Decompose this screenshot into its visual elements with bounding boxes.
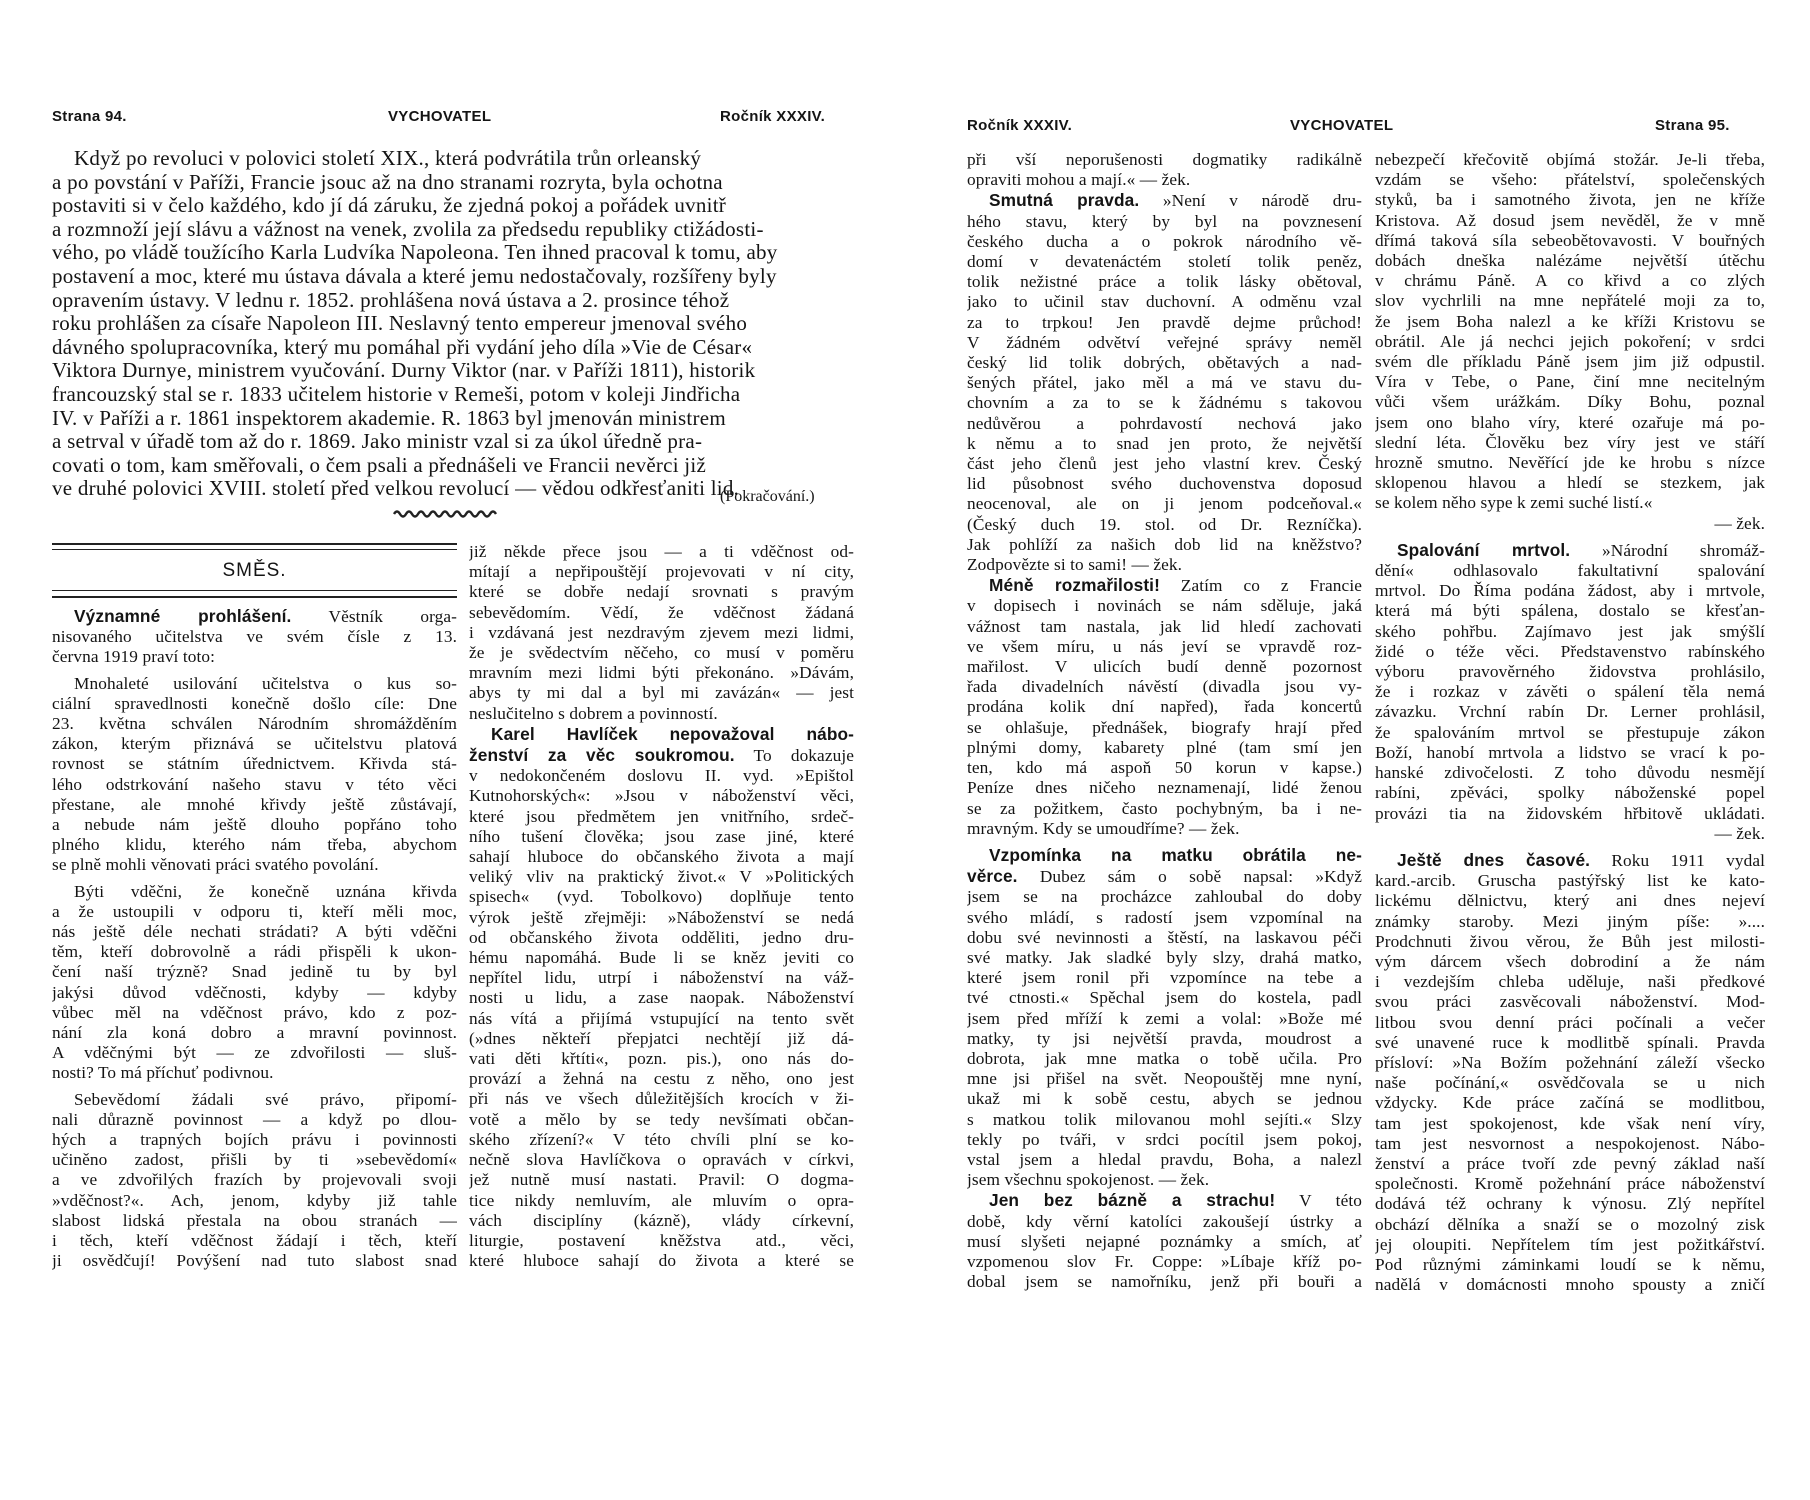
text-line: hého stavu, který by byl na povznesení bbox=[967, 211, 1362, 231]
text-line: slov vychrlili na mne nepřátelé moji za to, bbox=[1375, 291, 1765, 311]
text-line: Ještě dnes časové. Roku 1911 vydal bbox=[1397, 849, 1765, 870]
text-line: známky staroby. Mezi jiným píše: ».... bbox=[1375, 911, 1765, 931]
text-line: hanské zdivočelosti. Z toho důvodu nesmějí bbox=[1375, 763, 1765, 783]
text-line: mítají a nepřipouštějí projevovati v ní city, bbox=[469, 562, 854, 582]
text-line: ského pohřbu. Zajímavo jest jak smýšlí bbox=[1375, 621, 1765, 641]
text-line: židé o téže věci. Představenstvo rabínského bbox=[1375, 641, 1765, 661]
text-line: plnými domy, kabarety plné (tam smí jen bbox=[967, 737, 1362, 757]
text-line: v chrámu Páně. A co křivd a co zlých bbox=[1375, 271, 1765, 291]
column-3 bbox=[967, 150, 1362, 1292]
section-title: SMĚS. bbox=[222, 560, 287, 581]
text-line: ského zřízení?« V této chvíli plní se ko- bbox=[469, 1129, 854, 1149]
text-line: Jen bez bázně a strachu! V této bbox=[989, 1190, 1362, 1211]
text-line: jež nutně musí nastati. Pravil: O dogma- bbox=[469, 1170, 854, 1190]
text-line: provázi tia na židovském hřbitově ukládati. bbox=[1375, 803, 1765, 823]
text-line: s matkou tolik milovanou mohl sejíti.« Slzy bbox=[967, 1109, 1362, 1129]
volume-left: Ročník XXXIV. bbox=[720, 108, 826, 125]
text-line: ten, kdo má aspoň 50 korun v kapse.) bbox=[967, 758, 1362, 778]
text-line: při vší neporušenosti dogmatiky radikálně bbox=[967, 150, 1362, 169]
text-line: vati děti křtíti«, pozn. pis.), ono nás do- bbox=[469, 1049, 854, 1069]
text-line: abys ty mi dal a byl mi zavázán« — jest bbox=[469, 683, 854, 703]
text-line: ciální spravedlnosti konečně došlo cíle: Dne bbox=[52, 693, 457, 713]
volume-right: Ročník XXXIV. bbox=[967, 117, 1073, 134]
text-line: postaviti si v čelo každého, kdo jí dá záruku, že zjedná pokoj a pořádek uvnitř bbox=[52, 194, 727, 218]
text-line: jsem všechnu spokojenost. — žek. bbox=[967, 1170, 1210, 1190]
text-line: hých a trapných bojích právu i povinnosti bbox=[52, 1130, 457, 1150]
text-line: se kolem něho sype k zemi suché listí.« bbox=[1375, 493, 1653, 513]
text-line: lého odstrkování našeho stavu v této věci bbox=[52, 774, 457, 794]
text-line: naše počínání,« osvědčovala se u nich bbox=[1375, 1073, 1765, 1093]
text-line: svého mládí, s radostí jsem vzpomínal na bbox=[967, 907, 1362, 927]
text-line: — žek. bbox=[1714, 513, 1765, 533]
text-line: přestane, ale mnohé křivdy ještě zůstávají, bbox=[52, 794, 457, 814]
text-line: Méně rozmařilosti! Zatím co z Francie bbox=[989, 575, 1362, 596]
text-line: Když po revoluci v polovici století XIX., která podvrátila trůn orleanský bbox=[74, 147, 702, 170]
text-line: postavení a moc, které mu ústava dávala a které jemu nedostačovaly, rozšířeny byly bbox=[52, 264, 777, 288]
text-line: veliký vliv na praktický život.« V »Politických bbox=[469, 867, 854, 887]
text-line: zákon, kterým přiznává se učitelstvu platová bbox=[52, 734, 457, 754]
text-line: ukaž mi k sobě cestu, abych se jednou bbox=[967, 1089, 1362, 1109]
text-line: dobal jsem se namořníku, jenž při bouři a bbox=[967, 1272, 1362, 1292]
text-line: Jak pohlíží za našich dob lid na kněžstvo? bbox=[967, 534, 1362, 554]
text-line: nisovaného učitelstva ve svém čísle z 13. bbox=[52, 627, 457, 647]
text-line: své matky. Jak sladké byly slzy, drahá matko, bbox=[967, 947, 1362, 967]
text-line: matky, ty jsi největší pravda, moudrost a bbox=[967, 1028, 1362, 1048]
text-line: ženství a práce tvoří zde pevný základ naší bbox=[1375, 1153, 1765, 1173]
text-line: lickému dělnictvu, který ani dnes nejeví bbox=[1375, 891, 1765, 911]
text-line: ženství za věc soukromou. To dokazuje bbox=[469, 745, 854, 766]
text-line: mrtvol. Do Říma podána žádost, aby i mrtvole, bbox=[1375, 581, 1765, 601]
text-line: i těch, kteří vděčnost žádají i těch, kteří bbox=[52, 1231, 457, 1251]
section-rule-top-thin bbox=[52, 549, 457, 550]
text-line: nali důrazně povinnost — a když po dlou- bbox=[52, 1109, 457, 1129]
text-line: Kutnohorských«: »Jsou v náboženství věci, bbox=[469, 786, 854, 806]
text-line: že spalováním mrtvol se přestupuje zákon bbox=[1375, 722, 1765, 742]
text-line: slabost lidská přestala na obou stranách — bbox=[52, 1210, 457, 1230]
text-line: chovním a za to se k žádnému s takovou bbox=[967, 393, 1362, 413]
text-line: tice nikdy nemluvím, ale mluvím o opra- bbox=[469, 1190, 854, 1210]
text-line: svou práci zasvěcovali náboženství. Mod- bbox=[1375, 992, 1765, 1012]
text-line: domí v devatenáctém století tolik peněz, bbox=[967, 252, 1362, 272]
text-line: rabíni, zpěváci, spolky náboženské popel bbox=[1375, 783, 1765, 803]
text-line: učiněno zadost, přišli by ti »sebevědomí« bbox=[52, 1150, 457, 1170]
text-line: český lid tolik dobrých, obětavých a nad- bbox=[967, 353, 1362, 373]
text-line: Vzpomínka na matku obrátila ne- bbox=[989, 844, 1362, 865]
text-line: vstal jsem a hledal pravdu, Boha, a nalezl bbox=[967, 1149, 1362, 1169]
text-line: Smutná pravda. »Není v národě dru- bbox=[989, 190, 1362, 211]
text-line: dávného spolupracovníka, který mu pomáhal při vydání jeho díla »Vie de César« bbox=[52, 335, 753, 359]
text-line: tekly po tváři, v srdci pocítil jsem pokoj, bbox=[967, 1129, 1362, 1149]
text-line: nás vítá a přijímá vstupující na tento svět bbox=[469, 1008, 854, 1028]
text-line: jsem ono blaho víry, které ozařuje má po- bbox=[1375, 412, 1765, 432]
text-line: neocenoval, ale on ji jenom podceňoval.« bbox=[967, 494, 1362, 514]
text-line: jej oloupiti. Nepřítelem tím jest požitkářství. bbox=[1375, 1234, 1765, 1254]
text-line: Pod různými záminkami loudí se k němu, bbox=[1375, 1254, 1765, 1274]
text-line: (Český duch 19. stol. od Dr. Rezníčka). bbox=[967, 514, 1362, 534]
text-line: covati o tom, kam směřovali, o čem psali a přednášeli ve Francii nevěrci již bbox=[52, 453, 707, 477]
text-line: lid působnost svého duchovenstva doposud bbox=[967, 474, 1362, 494]
text-line: a po povstání v Paříži, Francie jsouc až na dno stranami rozryta, byla ochotna bbox=[52, 170, 723, 194]
column-1 bbox=[52, 606, 457, 1272]
text-line: nepřítel lidu, utrpí i náboženství na váž- bbox=[469, 968, 854, 988]
text-line: ve druhé polovici XVIII. století před velkou revolucí — vědou odkřesťaniti lid. bbox=[52, 477, 740, 501]
text-line: Sebevědomí žádali své právo, připomí- bbox=[74, 1089, 457, 1109]
text-line: styků, ba i samotného života, jen ne kříže bbox=[1375, 190, 1765, 210]
text-line: vůči všem urážkám. Díky Bohu, poznal bbox=[1375, 392, 1765, 412]
text-line: liturgie, postavení kněžstva atd., věci, bbox=[469, 1230, 854, 1250]
main-article bbox=[52, 147, 852, 501]
text-line: Víra v Tebe, o Pane, činí mne necitelným bbox=[1375, 372, 1765, 392]
text-line: prodána kolik dní napřed), řada koncertů bbox=[967, 697, 1362, 717]
text-line: A vděčnými být — ze zdvořilosti — sluš- bbox=[52, 1043, 457, 1063]
text-line: hému napomáhá. Bude li se kněz jeviti co bbox=[469, 948, 854, 968]
text-line: IV. v Paříži a r. 1861 inspektorem akademie. R. 1863 byl jmenován ministrem bbox=[52, 406, 726, 430]
text-line: 23. května schválen Národním shromážděním bbox=[52, 714, 457, 734]
text-line: dění« odhlasovalo fakultativní spalování bbox=[1375, 561, 1765, 581]
text-line: Významné prohlášení. Věstník orga- bbox=[74, 606, 457, 626]
text-line: i vzdávaná jest nezdravým zjevem mezi lidmi, bbox=[469, 622, 854, 642]
text-line: dodává též ochrany k výnosu. Zlý nepřítel bbox=[1375, 1194, 1765, 1214]
text-line: vzpomenou slov Fr. Coppe: »Líbaje kříž po- bbox=[967, 1251, 1362, 1271]
text-line: závazku. Vrchní rabín Dr. Lerner prohlásil, bbox=[1375, 702, 1765, 722]
text-line: se plně mohli věnovati práci svatého povolání. bbox=[52, 855, 379, 875]
text-line: a rozmnoží její slávu a vážnost na venek, zvolila za předsedu republiky ctižádosti- bbox=[52, 217, 764, 241]
section-rule-bottom-thin bbox=[52, 590, 457, 591]
text-line: obrátil. Ale já nechci jejich pokoření; v srdci bbox=[1375, 331, 1765, 351]
text-line: Kristova. Až dosud jsem nevěděl, že v mně bbox=[1375, 210, 1765, 230]
text-line: která má býti spálena, dostalo se křesťan- bbox=[1375, 601, 1765, 621]
text-line: mne jsi přišel na svět. Neopouštěj mne nyní, bbox=[967, 1069, 1362, 1089]
text-line: Boží, hanobí mrtvola a lidstvo se vrací k po- bbox=[1375, 742, 1765, 762]
running-title-left: VYCHOVATEL bbox=[388, 108, 492, 125]
text-line: že je svědectvím něčeho, co musí v poměru bbox=[469, 643, 854, 663]
text-line: v nedokončeném doslovu II. vyd. »Epištol bbox=[469, 766, 854, 786]
text-line: nedůvěrou a pohrdavostí nechová jako bbox=[967, 413, 1362, 433]
text-line: že i rozkaz v závěti o spálení těla nemá bbox=[1375, 682, 1765, 702]
text-line: musí slyšeti nejapné poznámky a smích, ať bbox=[967, 1231, 1362, 1251]
text-line: mravným. Kdy se umoudříme? — žek. bbox=[967, 818, 1240, 838]
text-line: dobrota, jak mne matka o tobě učila. Pro bbox=[967, 1048, 1362, 1068]
ornament-divider bbox=[392, 508, 500, 520]
text-line: Zodpovězte si to sami! — žek. bbox=[967, 555, 1183, 575]
text-line: výrok ještě zřejměji: »Náboženství se nedá bbox=[469, 907, 854, 927]
text-line: za to trpkou! Jen pravdě dejme průchod! bbox=[967, 312, 1362, 332]
text-line: hrozně smutno. Nevěřící jde ke hrobu s nízce bbox=[1375, 453, 1765, 473]
text-line: ji osvědčují! Povýšení nad tuto slabost snad bbox=[52, 1251, 457, 1271]
text-line: dřímá taková síla sebeobětovavosti. V bouřných bbox=[1375, 230, 1765, 250]
text-line: se za požitkem, často pochybným, ba i ne- bbox=[967, 798, 1362, 818]
text-line: — žek. bbox=[1714, 823, 1765, 843]
text-line: ního tušení člověka; jsou zase jiné, které bbox=[469, 826, 854, 846]
column-4 bbox=[1375, 150, 1765, 1295]
text-line: a ve zdvořilých frazích by projevovali svoji bbox=[52, 1170, 457, 1190]
text-line: nečně slova Havlíčkova o opravách v církvi, bbox=[469, 1150, 854, 1170]
text-line: tolik nežistné práce a tolik lásky obětoval, bbox=[967, 272, 1362, 292]
text-line: neslučitelno s dobrem a povinností. bbox=[469, 703, 718, 723]
text-line: »vděčnost?«. Ach, jenom, kdyby již tahle bbox=[52, 1190, 457, 1210]
text-line: výboru pravověrného židovstva prohlásilo, bbox=[1375, 662, 1765, 682]
text-line: které jsem ronil při vzpomínce na tebe a bbox=[967, 968, 1362, 988]
text-line: jako to učinil stav duchovní. A odměnu vzal bbox=[967, 292, 1362, 312]
text-line: slední léta. Člověku bez víry jest ve stáří bbox=[1375, 432, 1765, 452]
text-line: Viktora Durnye, ministrem vyučování. Durny Viktor (nar. v Paříži 1811), historik bbox=[52, 359, 756, 383]
text-line: jsem před mříží k zemi a volal: »Bože mé bbox=[967, 1008, 1362, 1028]
text-line: rovnost se státním úřednictvem. Křivda stá- bbox=[52, 754, 457, 774]
continued-note: (Pokračování.) bbox=[720, 488, 815, 505]
text-line: opraviti mohou a mají.« — žek. bbox=[967, 170, 1191, 190]
text-line: sahají hluboce do občanského života a mají bbox=[469, 847, 854, 867]
text-line: francouzský stal se r. 1833 učitelem historie v Remeši, potom v koleji Jindřicha bbox=[52, 382, 741, 406]
text-line: nosti? To má příchuť podivnou. bbox=[52, 1063, 274, 1083]
text-line: roku prohlášen za císaře Napoleon III. Neslavný tento empereur jmenoval svého bbox=[52, 312, 748, 336]
text-line: českého ducha a o pokrok národního vě- bbox=[967, 231, 1362, 251]
text-line: vážnost tam nastala, jak lid hledí zachovati bbox=[967, 616, 1362, 636]
text-line: tam jest nesvornost a nespokojenost. Nábo- bbox=[1375, 1133, 1765, 1153]
text-line: k němu a to snad jen proto, že největší bbox=[967, 433, 1362, 453]
text-line: (»dnes někteří přepjatci nechtějí již dá- bbox=[469, 1028, 854, 1048]
page-number-left: Strana 94. bbox=[52, 108, 127, 125]
text-line: nebezpečí křečovitě objímá stožár. Je-li třeba, bbox=[1375, 150, 1765, 169]
text-line: že jsem Boha nalezl a ke kříži Kristovu se bbox=[1375, 311, 1765, 331]
text-line: vého, po vládě toužícího Karla Ludvíka Napoleona. Ten ihned pracoval k tomu, aby bbox=[52, 241, 778, 265]
text-line: vždycky. Kde práce začíná se modlitbou, bbox=[1375, 1093, 1765, 1113]
text-line: obchází dělníka a snaží se o mozolný zisk bbox=[1375, 1214, 1765, 1234]
text-line: věrce. Dubez sám o sobě napsal: »Když bbox=[967, 866, 1362, 887]
text-line: době, kdy věrní katolíci zakoušejí ústrky a bbox=[967, 1211, 1362, 1231]
text-line: votě a mělo by se tedy nevšímati občan- bbox=[469, 1109, 854, 1129]
text-line: při nás ve všech důležitějších krocích v ži- bbox=[469, 1089, 854, 1109]
text-line: dobách dneška nalézáme největší útěchu bbox=[1375, 251, 1765, 271]
text-line: dobu své nevinnosti a štěstí, na laskavou péči bbox=[967, 927, 1362, 947]
text-line: vým dárcem všech dobrodiní a že nám bbox=[1375, 951, 1765, 971]
text-line: V žádném odvětví veřejné správy neměl bbox=[967, 332, 1362, 352]
page-number-right: Strana 95. bbox=[1655, 117, 1730, 134]
text-line: tam jest spokojenost, kde však není víry, bbox=[1375, 1113, 1765, 1133]
text-line: provází a žehná na cestu z něho, ono jest bbox=[469, 1069, 854, 1089]
section-rule-bottom bbox=[52, 596, 457, 598]
text-line: těm, kteří dobrovolně a rádi přispěli k ukon- bbox=[52, 942, 457, 962]
text-line: ve všem míru, u nás jeví se vpravdě roz- bbox=[967, 636, 1362, 656]
text-line: svém dle příkladu Páně jsem jim již odpustil. bbox=[1375, 352, 1765, 372]
text-line: šených přátel, jako měl a má ve stavu du- bbox=[967, 373, 1362, 393]
text-line: které jsou předmětem jen vnitřního, srdeč- bbox=[469, 806, 854, 826]
text-line: vách disciplíny (kázně), vlády církevní, bbox=[469, 1210, 854, 1230]
text-line: opravením ústavy. V lednu r. 1852. prohlášena nová ústava a 2. prosince téhož bbox=[52, 288, 730, 312]
text-line: se ohlašuje, přednášek, biografy hrají před bbox=[967, 717, 1362, 737]
text-line: i vezdejším chleba uděluje, naši předkové bbox=[1375, 972, 1765, 992]
text-line: plného klidu, kterého nám třeba, abychom bbox=[52, 835, 457, 855]
right-page bbox=[905, 0, 1810, 1500]
text-line: v dopisech i novinách se nám sděluje, jaká bbox=[967, 596, 1362, 616]
text-line: tvé ctnosti.« Spěchal jsem do kostela, padl bbox=[967, 988, 1362, 1008]
text-line: kard.-arcib. Gruscha pastýřský list ke kato- bbox=[1375, 871, 1765, 891]
text-line: vzdám se všeho: přátelství, společenských bbox=[1375, 170, 1765, 190]
text-line: své unavené ruce k modlitbě spínali. Pravda bbox=[1375, 1032, 1765, 1052]
text-line: přísloví: »Na Božím požehnání záleží všecko bbox=[1375, 1052, 1765, 1072]
text-line: mařilost. V ulicích budí denně pozornost bbox=[967, 657, 1362, 677]
text-line: Peníze dnes ničeho neznamenají, lidé ženou bbox=[967, 778, 1362, 798]
text-line: část jeho členů jest jeho vlastní krev. Český bbox=[967, 454, 1362, 474]
text-line: nosti u lidu, a zase naopak. Náboženství bbox=[469, 988, 854, 1008]
text-line: jakýsi důvod vděčnosti, kdyby — kdyby bbox=[52, 982, 457, 1002]
text-line: od občanského života odděliti, jedno dru- bbox=[469, 927, 854, 947]
text-line: Spalování mrtvol. »Národní shromáž- bbox=[1397, 539, 1765, 560]
text-line: řada divadelních návěstí (divadla jsou vy- bbox=[967, 677, 1362, 697]
text-line: a setrval v úřadě tom až do r. 1869. Jako ministr vzal si za úkol úředně pra- bbox=[52, 430, 703, 454]
text-line: již někde přece jsou — a ti vděčnost od- bbox=[469, 542, 854, 561]
text-line: spisech« (vyd. Tobolkovo) doplňuje tento bbox=[469, 887, 854, 907]
text-line: Prodchnuti živou věrou, že Bůh jest milosti- bbox=[1375, 931, 1765, 951]
text-line: které hluboce sahají do života a které se bbox=[469, 1251, 854, 1271]
text-line: litbou svou denní práci počínali a večer bbox=[1375, 1012, 1765, 1032]
text-line: vůbec měl na vděčnost právo, kdo z poz- bbox=[52, 1002, 457, 1022]
text-line: sebevědomím. Vědí, že vděčnost žádaná bbox=[469, 602, 854, 622]
text-line: června 1919 praví toto: bbox=[52, 647, 216, 667]
text-line: nání zla koná dobro a mravní povinnost. bbox=[52, 1023, 457, 1043]
text-line: čení naší trýzně? Snad jedině tu by byl bbox=[52, 962, 457, 982]
text-line: Karel Havlíček nepovažoval nábo- bbox=[491, 723, 854, 744]
text-line: mravním mezi lidmi býti překonáno. »Dávám, bbox=[469, 663, 854, 683]
text-line: a že ustoupili v odporu ti, kteří měli moc, bbox=[52, 901, 457, 921]
text-line: Mnohaleté usilování učitelstva o kus so- bbox=[74, 673, 457, 693]
column-2 bbox=[469, 542, 854, 1271]
text-line: a nebude nám ještě dlouho popřáno toho bbox=[52, 815, 457, 835]
section-rule-top bbox=[52, 543, 457, 545]
text-line: společnosti. Kromě požehnání práce náboženství bbox=[1375, 1174, 1765, 1194]
text-line: Býti vděčni, že konečně uznána křivda bbox=[74, 881, 457, 901]
text-line: jsem se na procházce zahloubal do doby bbox=[967, 887, 1362, 907]
text-line: nás ještě déle nechati strádati? A býti vděčni bbox=[52, 922, 457, 942]
running-title-right: VYCHOVATEL bbox=[1290, 117, 1394, 134]
text-line: nadělá v domácnosti mnoho spousty a zničí bbox=[1375, 1275, 1765, 1295]
text-line: které se dobře nedají srovnati s pravým bbox=[469, 582, 854, 602]
text-line: sklopenou hlavou a hledí se stezkem, jak bbox=[1375, 473, 1765, 493]
